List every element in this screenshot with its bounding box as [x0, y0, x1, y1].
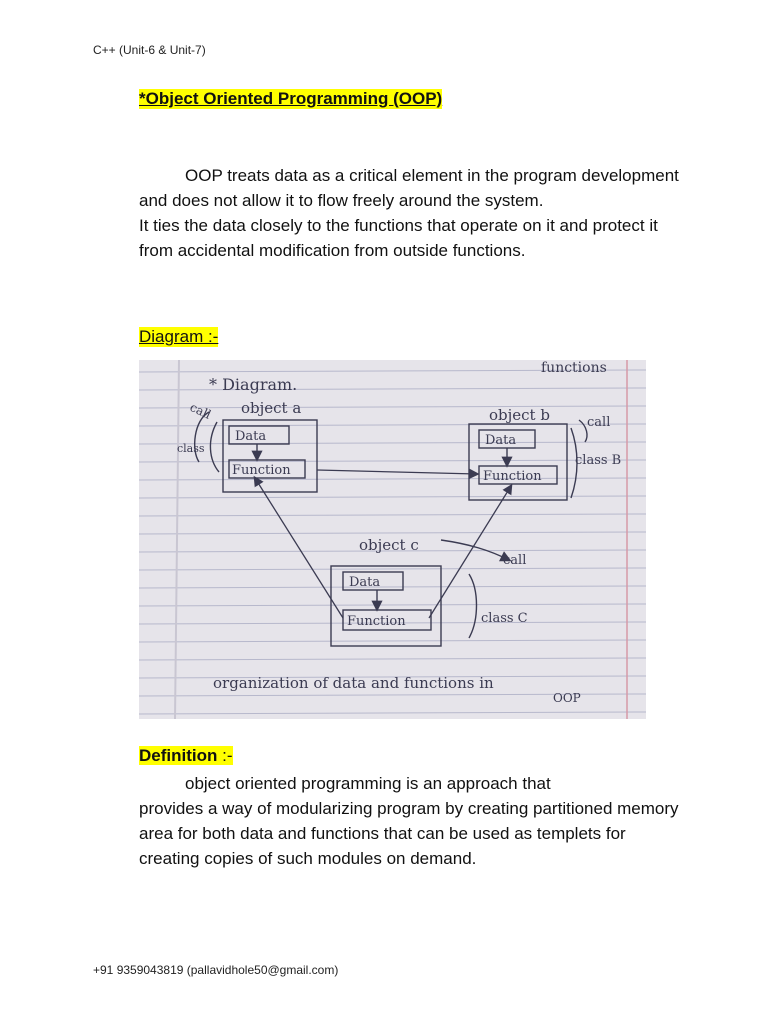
diagram-heading: Diagram :-	[139, 327, 219, 346]
definition-heading	[139, 746, 233, 766]
object-a-call-label: call	[187, 400, 214, 422]
intro-paragraph-2: It ties the data closely to the functions that operate on it and protect it from accidental modification from outside functions.	[139, 216, 658, 260]
object-c-function-label: Function	[347, 614, 406, 629]
photo-top-text: functions	[541, 360, 607, 376]
object-a-class-label: class	[177, 442, 205, 455]
object-c-data-label: Data	[349, 575, 381, 590]
diagram-photo	[139, 360, 646, 719]
page-footer: +91 9359043819 (pallavidhole50@gmail.com)	[93, 963, 339, 977]
definition-section	[139, 771, 684, 871]
definition-label: Definition	[139, 746, 218, 765]
object-b-class-label: class B	[575, 453, 622, 468]
object-b-data-label: Data	[485, 433, 517, 448]
page-title: *Object Oriented Programming (OOP)	[139, 89, 443, 108]
object-b-function-label: Function	[483, 469, 542, 484]
photo-heading: * Diagram.	[209, 375, 298, 394]
object-a-label: object a	[241, 399, 302, 417]
definition-first-line: object oriented programming is an approach that	[185, 774, 551, 793]
intro-paragraph-1: OOP treats data as a critical element in the program development and does not allow it to flow freely around the system.	[139, 166, 679, 210]
object-c-class-label: class C	[481, 611, 528, 626]
notebook-diagram	[139, 360, 646, 719]
object-a-data-label: Data	[235, 429, 267, 444]
object-a-function-label: Function	[232, 463, 291, 478]
page-header: C++ (Unit-6 & Unit-7)	[93, 43, 206, 57]
photo-caption-line2: OOP	[553, 691, 581, 705]
definition-body: provides a way of modularizing program by creating partitioned memory area for both data and functions that can be used as templets for creating copies of such modules on demand.	[139, 799, 679, 868]
object-b-label: object b	[489, 406, 550, 424]
photo-caption-line1: organization of data and functions in	[213, 674, 494, 692]
object-c-call-label: call	[503, 553, 527, 568]
object-b-call-label: call	[587, 415, 611, 430]
object-c-label: object c	[359, 536, 419, 554]
intro-section	[139, 163, 679, 263]
definition-label-suffix: :-	[217, 746, 233, 765]
